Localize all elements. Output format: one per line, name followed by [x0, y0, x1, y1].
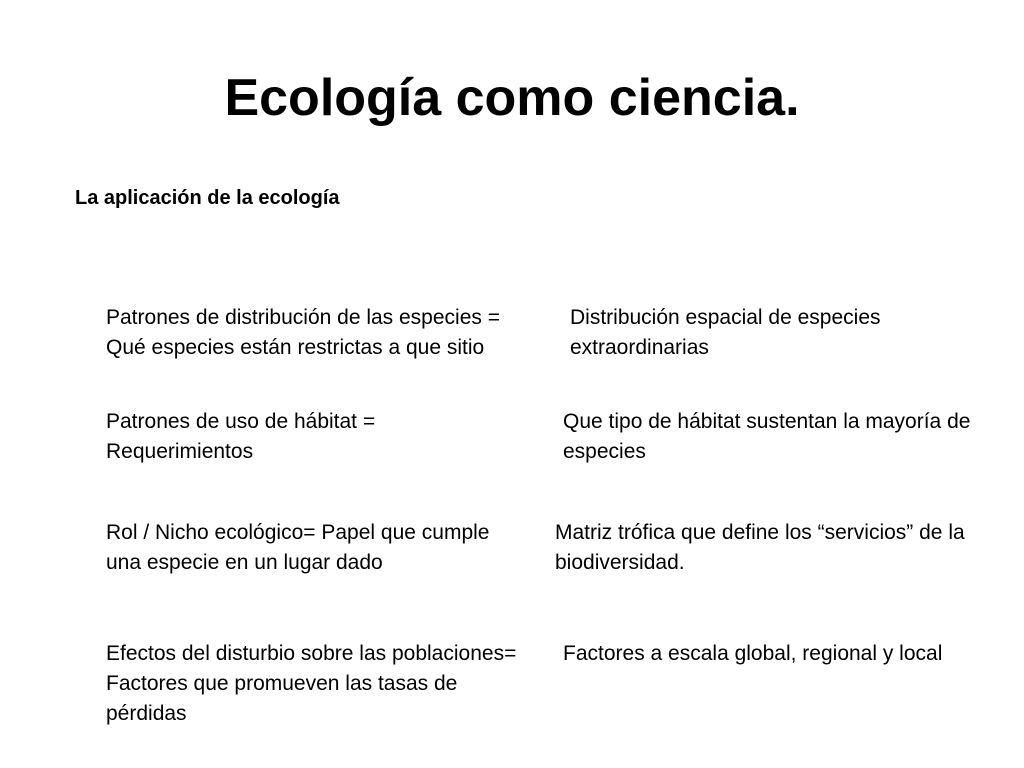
slide-subtitle: La aplicación de la ecología [75, 187, 340, 209]
row-4-right-text: Factores a escala global, regional y local [563, 642, 943, 665]
row-2-right-text: Que tipo de hábitat sustentan la mayoría de especies [563, 410, 971, 463]
row-3-left-text: Rol / Nicho ecológico= Papel que cumple una especie en un lugar dado [106, 521, 490, 574]
row-4-left-text: Efectos del disturbio sobre las poblaciones= Factores que promueven las tasas de pérdidas [106, 642, 517, 725]
row-1-left-text: Patrones de distribución de las especies = Qué especies están restrictas a que sitio [106, 306, 500, 359]
row-2-left-text: Patrones de uso de hábitat = Requerimientos [106, 410, 376, 463]
row-1-right-text: Distribución espacial de especies extraordinarias [570, 306, 881, 359]
slide-title: Ecología como ciencia. [224, 69, 800, 127]
row-3-right-text: Matriz trófica que define los “servicios” de la biodiversidad. [555, 521, 965, 574]
